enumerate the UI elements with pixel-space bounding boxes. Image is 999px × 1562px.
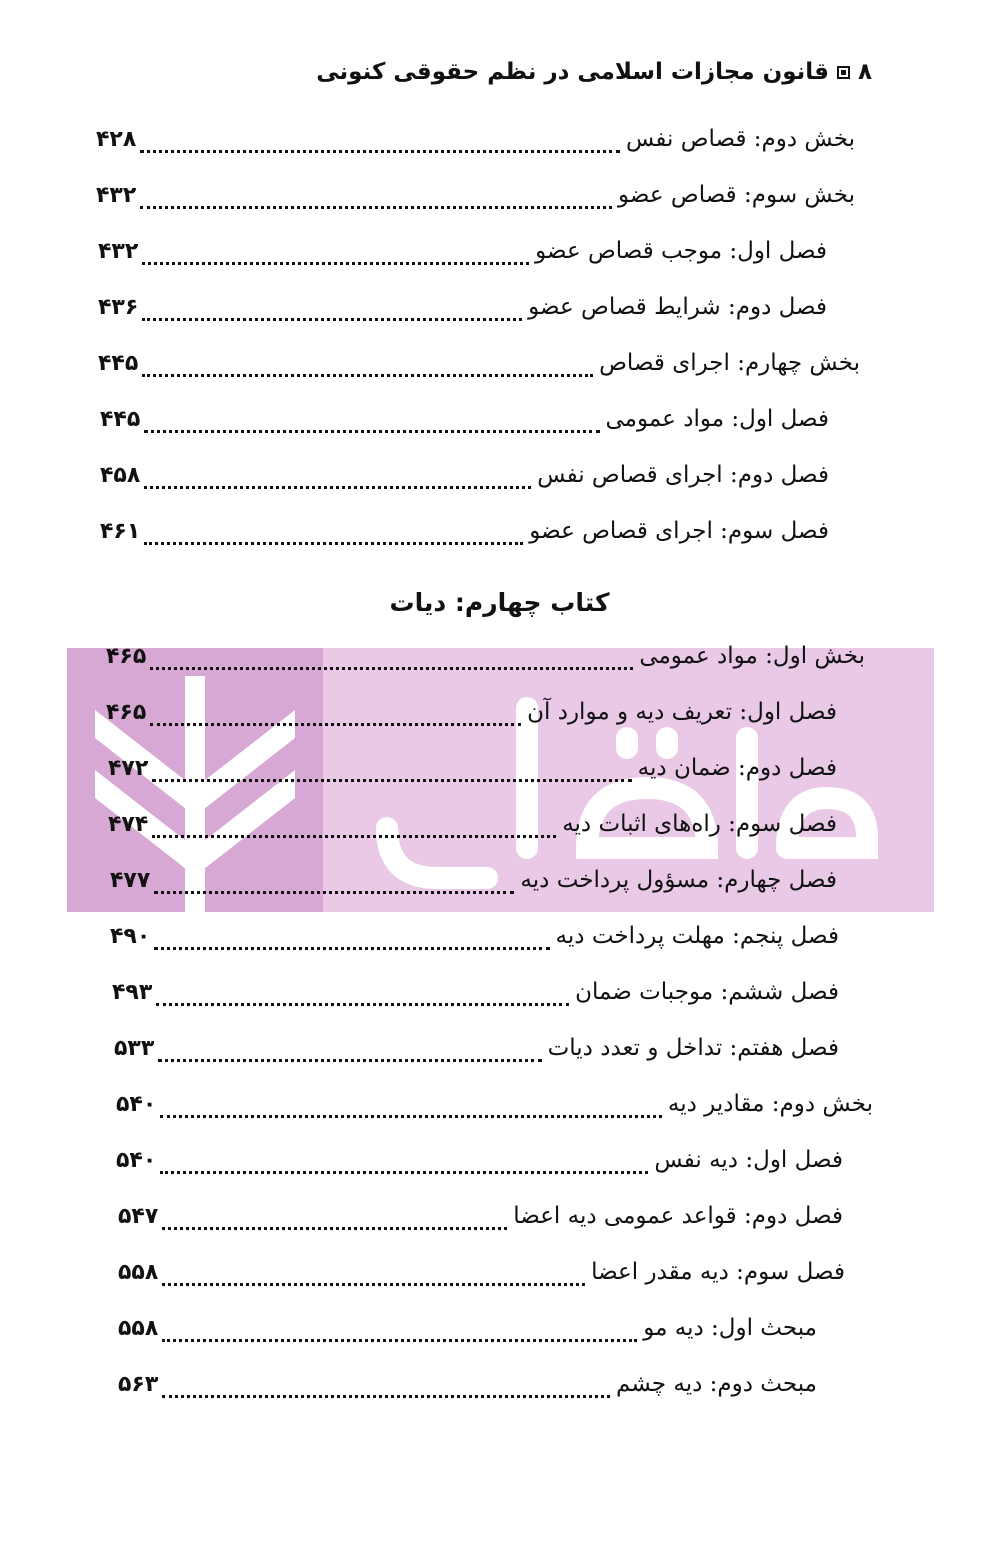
toc-entry[interactable] [100,511,829,551]
toc-entry-label: فصل دوم: ضمان دیه [637,755,837,781]
dot-leader [158,1059,541,1062]
toc-entry-label: بخش سوم: قصاص عضو [618,182,855,208]
toc-entry-page: ۴۲۸ [96,127,137,152]
toc-entry[interactable] [106,692,837,732]
toc-entry-page: ۴۷۷ [110,868,151,893]
dot-leader [142,262,529,265]
toc-entry-label: فصل دوم: اجرای قصاص نفس [537,462,829,488]
toc-entry-label: فصل پنجم: مهلت پرداخت دیه [555,923,839,949]
page-number: ۸ [857,59,872,85]
toc-entry[interactable] [118,1308,817,1348]
toc-entry-page: ۵۳۳ [114,1036,155,1061]
toc-entry[interactable] [98,287,827,327]
toc-entry[interactable] [110,916,839,956]
toc-entry[interactable] [108,804,837,844]
toc-entry-label: فصل دوم: قواعد عمومی دیه اعضا [513,1203,843,1229]
toc-entry-label: فصل هفتم: تداخل و تعدد دیات [547,1035,839,1061]
toc-entry-label: بخش دوم: مقادیر دیه [667,1091,873,1117]
toc-entry[interactable] [116,1084,873,1124]
toc-entry-page: ۵۶۳ [118,1372,159,1397]
dot-leader [154,891,514,894]
dot-leader [152,779,631,782]
toc-entry[interactable] [118,1364,817,1404]
toc-entry-page: ۴۳۲ [98,239,139,264]
toc-entry[interactable] [106,636,865,676]
toc-entry-page: ۴۶۵ [106,644,147,669]
toc-entry-label: مبحث دوم: دیه چشم [616,1371,817,1397]
toc-entry[interactable] [110,860,837,900]
toc-entry[interactable] [118,1252,845,1292]
toc-entry[interactable] [112,972,839,1012]
dot-leader [140,206,612,209]
toc-entry-label: فصل سوم: اجرای قصاص عضو [529,518,829,544]
toc-entry-label: بخش اول: مواد عمومی [639,643,865,669]
toc-entry[interactable] [96,119,855,159]
toc-entry[interactable] [118,1196,843,1236]
dot-leader [162,1339,637,1342]
toc-entry-page: ۴۶۱ [100,519,141,544]
toc-entry-page: ۵۵۸ [118,1260,159,1285]
dot-leader [160,1115,662,1118]
toc-entry-label: فصل سوم: راه‌های اثبات دیه [562,811,837,837]
dot-leader [144,542,523,545]
dot-leader [162,1227,507,1230]
toc-entry[interactable] [116,1140,843,1180]
dot-leader [142,318,522,321]
toc-entry-page: ۴۳۶ [98,295,139,320]
dot-leader [140,150,620,153]
toc-entry[interactable] [96,175,855,215]
dot-leader [162,1283,585,1286]
toc-entry-label: بخش دوم: قصاص نفس [626,126,855,152]
toc-entry[interactable] [114,1028,839,1068]
toc-entry-page: ۴۴۵ [100,407,141,432]
section-heading: کتاب چهارم: دیات [389,588,610,617]
toc-entry-label: فصل اول: مواد عمومی [605,406,829,432]
dot-leader [150,667,633,670]
toc-entry-page: ۴۷۲ [108,756,149,781]
toc-entry-label: مبحث اول: دیه مو [643,1315,817,1341]
dot-leader [150,723,521,726]
toc-entry-label: فصل ششم: موجبات ضمان [575,979,839,1005]
toc-entry-page: ۵۴۰ [116,1092,157,1117]
toc-entry-label: فصل اول: موجب قصاص عضو [535,238,827,264]
dot-leader [156,1003,569,1006]
toc-entry[interactable] [100,399,829,439]
toc-entry-page: ۴۵۸ [100,463,141,488]
dot-leader [142,374,593,377]
toc-entry[interactable] [98,231,827,271]
toc-entry-page: ۴۷۴ [108,812,149,837]
toc-entry[interactable] [100,455,829,495]
toc-entry-page: ۵۵۸ [118,1316,159,1341]
toc-entry-label: فصل اول: دیه نفس [654,1147,843,1173]
toc-entry-page: ۴۴۵ [98,351,139,376]
toc-entry-label: فصل اول: تعریف دیه و موارد آن [527,699,837,725]
toc-entry-page: ۴۹۳ [112,980,153,1005]
toc-entry-label: فصل چهارم: مسؤول پرداخت دیه [520,867,837,893]
toc-entry[interactable] [108,748,837,788]
toc-entry-page: ۵۴۰ [116,1148,157,1173]
dot-leader [144,430,599,433]
running-title: قانون مجازات اسلامی در نظم حقوقی کنونی [316,59,829,85]
toc-entry-page: ۴۳۲ [96,183,137,208]
toc-entry-label: فصل دوم: شرایط قصاص عضو [528,294,827,320]
toc-entry-page: ۴۹۰ [110,924,151,949]
toc-entry-page: ۵۴۷ [118,1204,159,1229]
toc-entry-page: ۴۶۵ [106,700,147,725]
dot-leader [144,486,531,489]
toc-entry-label: بخش چهارم: اجرای قصاص [599,350,860,376]
toc-entry[interactable] [98,343,860,383]
dot-leader [160,1171,648,1174]
dot-leader [152,835,556,838]
dot-leader [154,947,549,950]
dot-leader [162,1395,610,1398]
toc-entry-label: فصل سوم: دیه مقدر اعضا [591,1259,845,1285]
